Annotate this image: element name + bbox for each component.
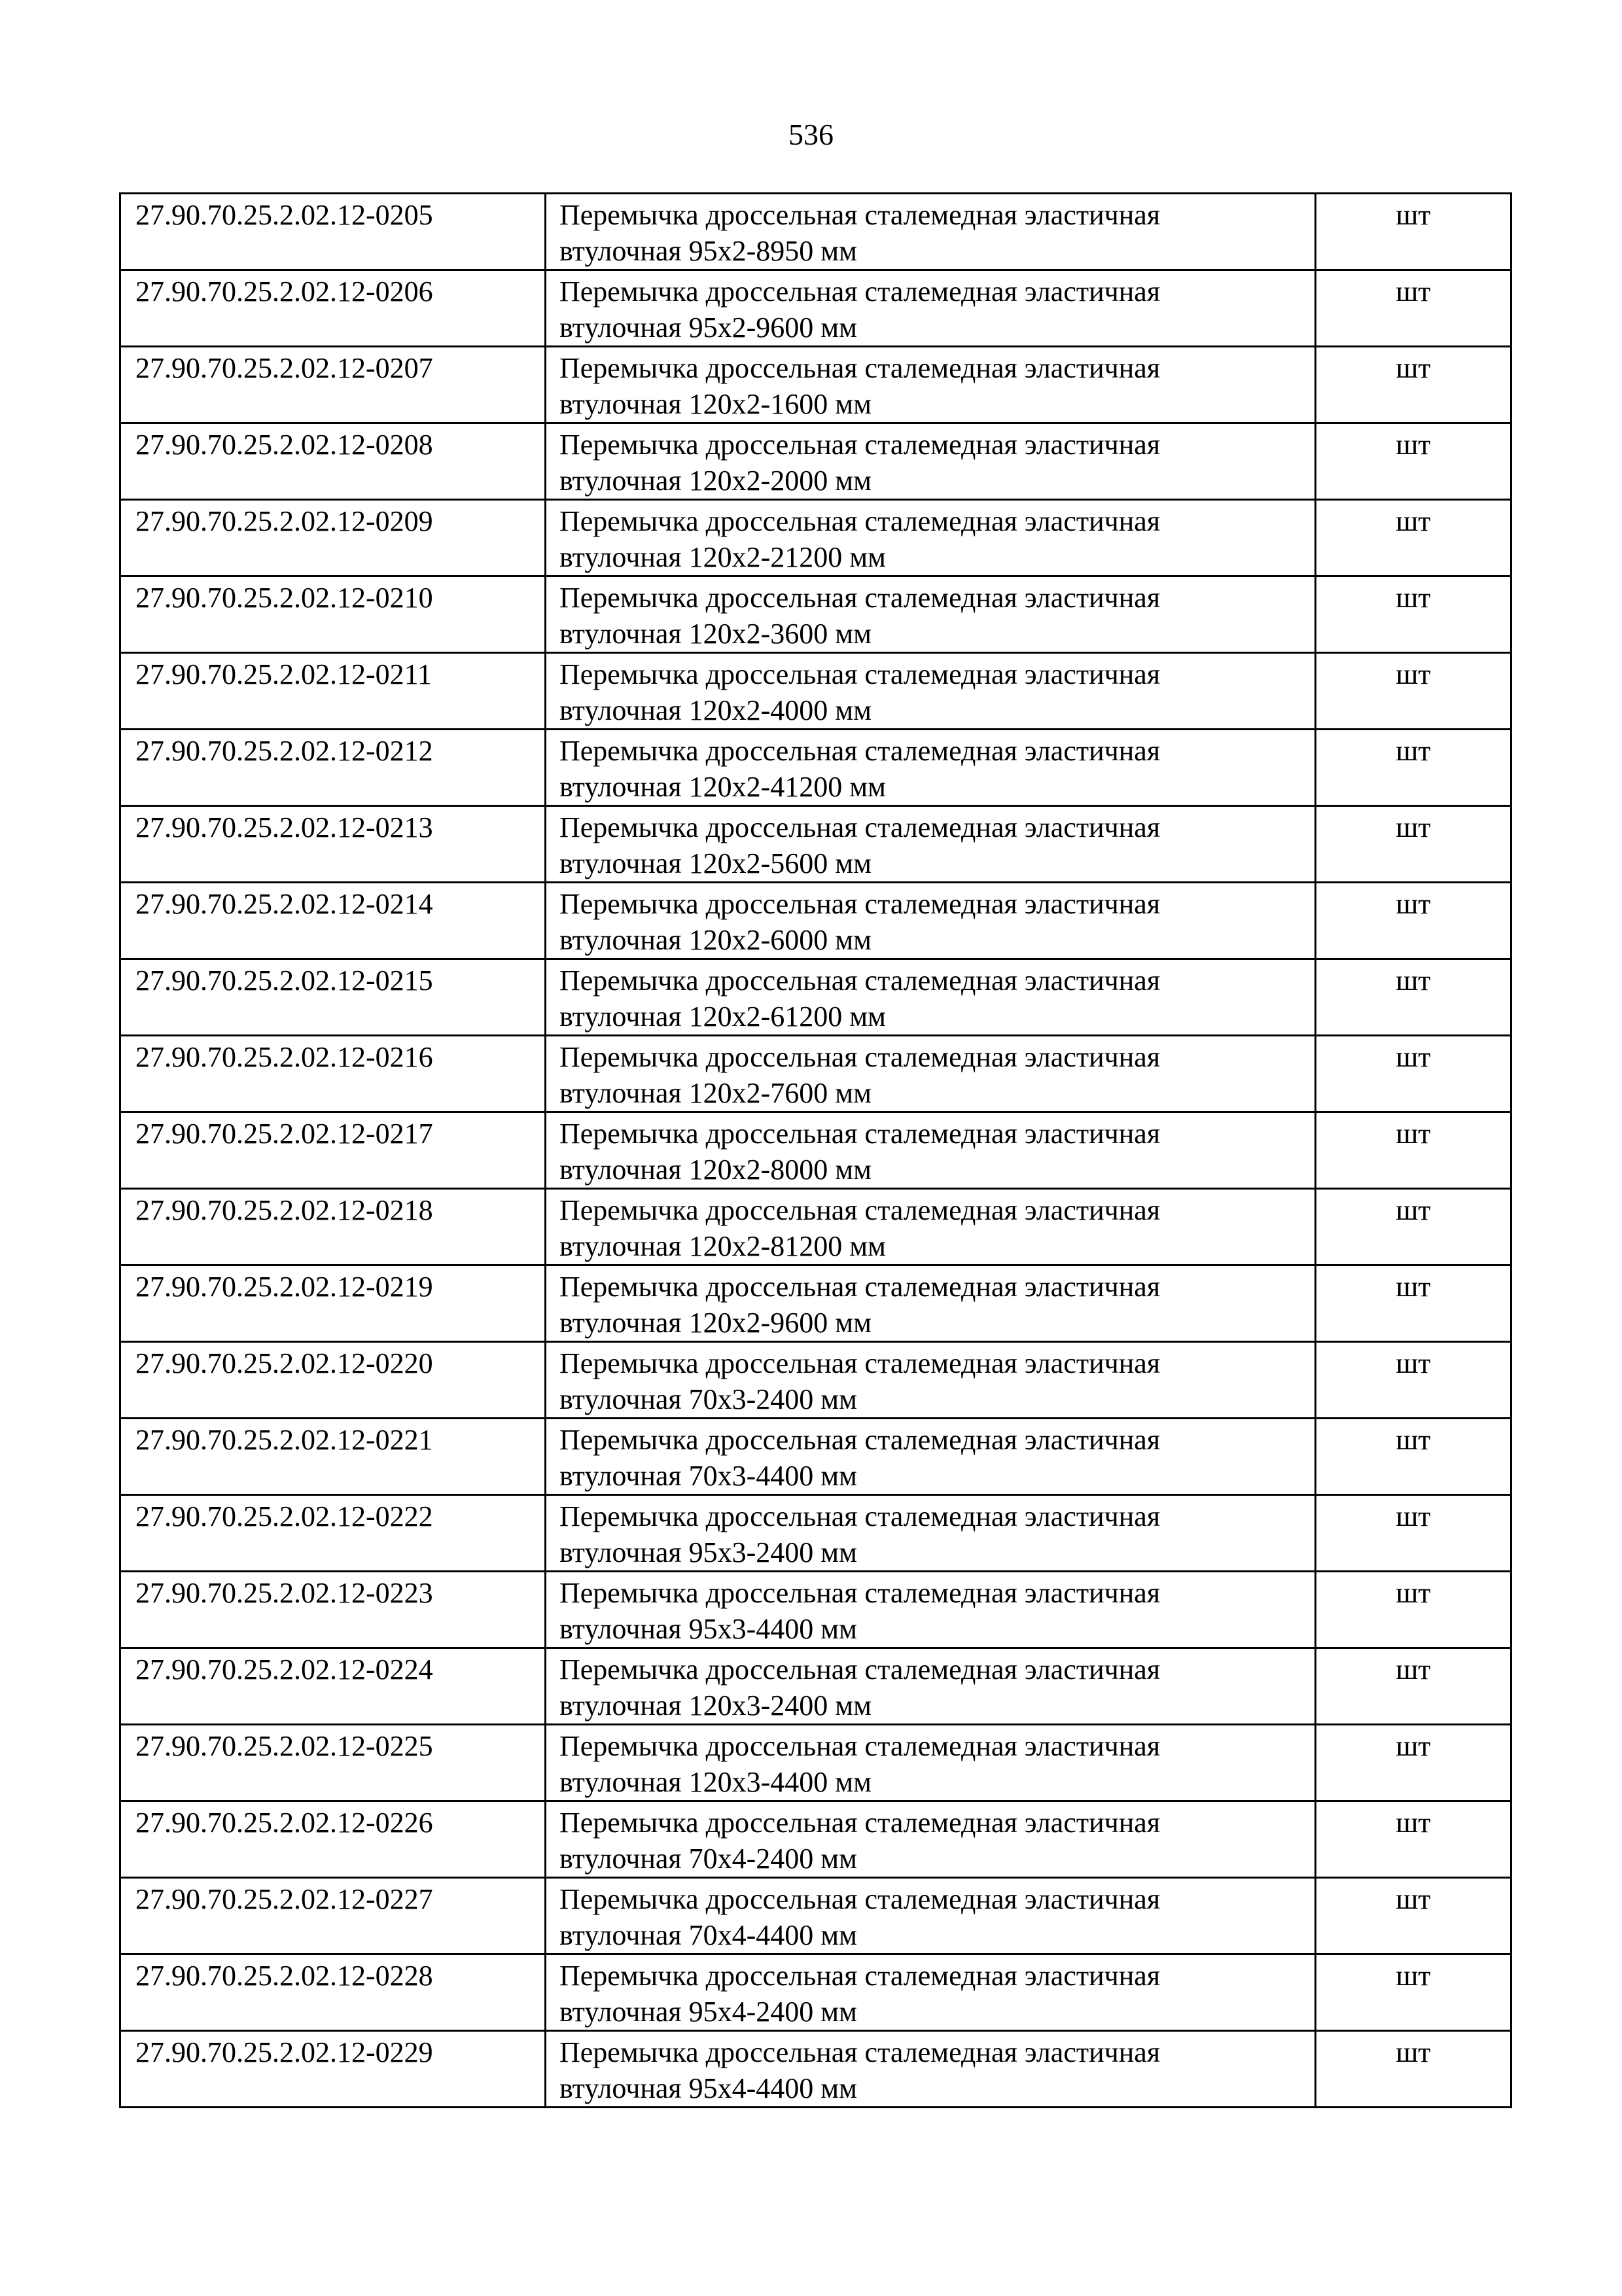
item-name-cell: [546, 653, 1316, 730]
item-name-line: Перемычка дроссельная сталемедная эластичная: [559, 429, 1161, 461]
item-code-cell: 27.90.70.25.2.02.12-0224: [120, 1648, 546, 1725]
item-name-line: Перемычка дроссельная сталемедная эластичная: [559, 505, 1161, 537]
table-row: [120, 1725, 1511, 1801]
item-unit-cell: шт: [1316, 1495, 1511, 1572]
item-unit-cell: шт: [1316, 1419, 1511, 1495]
table-row: [120, 653, 1511, 730]
table-row: [120, 1801, 1511, 1878]
item-name-cell: [546, 1189, 1316, 1265]
item-name-line: втулочная 120х2-8000 мм: [559, 1154, 872, 1186]
item-name-line: Перемычка дроссельная сталемедная эластичная: [559, 658, 1161, 690]
table-row: [120, 1036, 1511, 1112]
item-name-line: втулочная 95х2-9600 мм: [559, 311, 857, 344]
table-row: [120, 576, 1511, 653]
item-name-line: Перемычка дроссельная сталемедная эластичная: [559, 2036, 1161, 2068]
item-code-cell: 27.90.70.25.2.02.12-0226: [120, 1801, 546, 1878]
item-name-line: втулочная 95х4-2400 мм: [559, 1996, 857, 2028]
item-name-line: втулочная 120х2-61200 мм: [559, 1000, 886, 1033]
item-unit-cell: шт: [1316, 270, 1511, 347]
table-row: [120, 1419, 1511, 1495]
item-name-line: Перемычка дроссельная сталемедная эластичная: [559, 888, 1161, 920]
item-name-line: втулочная 120х2-1600 мм: [559, 388, 872, 420]
item-unit-cell: шт: [1316, 1648, 1511, 1725]
item-name-line: Перемычка дроссельная сталемедная эластичная: [559, 275, 1161, 308]
table-row: [120, 1572, 1511, 1648]
item-code-cell: 27.90.70.25.2.02.12-0210: [120, 576, 546, 653]
item-name-line: Перемычка дроссельная сталемедная эластичная: [559, 964, 1161, 997]
item-code-cell: 27.90.70.25.2.02.12-0211: [120, 653, 546, 730]
item-code-cell: 27.90.70.25.2.02.12-0214: [120, 883, 546, 959]
item-name-cell: [546, 1112, 1316, 1189]
item-unit-cell: шт: [1316, 1801, 1511, 1878]
catalog-table: [119, 192, 1512, 2108]
item-name-cell: [546, 730, 1316, 806]
item-name-line: втулочная 120х3-4400 мм: [559, 1766, 872, 1798]
item-name-line: втулочная 120х2-81200 мм: [559, 1230, 886, 1262]
item-unit-cell: шт: [1316, 2031, 1511, 2108]
item-name-cell: [546, 576, 1316, 653]
table-row: [120, 1265, 1511, 1342]
item-code-cell: 27.90.70.25.2.02.12-0220: [120, 1342, 546, 1419]
item-name-cell: [546, 423, 1316, 500]
item-name-cell: [546, 1419, 1316, 1495]
table-row: [120, 194, 1511, 270]
table-row: [120, 423, 1511, 500]
table-row: [120, 1878, 1511, 1954]
item-code-cell: 27.90.70.25.2.02.12-0229: [120, 2031, 546, 2108]
item-name-line: втулочная 120х2-21200 мм: [559, 541, 886, 573]
item-unit-cell: шт: [1316, 883, 1511, 959]
item-name-cell: [546, 1648, 1316, 1725]
item-name-line: Перемычка дроссельная сталемедная эластичная: [559, 1271, 1161, 1303]
table-row: [120, 1342, 1511, 1419]
table-row: [120, 806, 1511, 883]
item-code-cell: 27.90.70.25.2.02.12-0225: [120, 1725, 546, 1801]
item-unit-cell: шт: [1316, 423, 1511, 500]
item-name-line: втулочная 70х4-2400 мм: [559, 1843, 857, 1875]
item-name-line: Перемычка дроссельная сталемедная эластичная: [559, 1424, 1161, 1456]
item-unit-cell: шт: [1316, 1725, 1511, 1801]
item-name-line: Перемычка дроссельная сталемедная эластичная: [559, 352, 1161, 384]
item-code-cell: 27.90.70.25.2.02.12-0216: [120, 1036, 546, 1112]
item-code-cell: 27.90.70.25.2.02.12-0215: [120, 959, 546, 1036]
item-name-line: Перемычка дроссельная сталемедная эластичная: [559, 1194, 1161, 1226]
item-name-line: втулочная 120х2-9600 мм: [559, 1307, 872, 1339]
item-name-cell: [546, 194, 1316, 270]
item-name-cell: [546, 883, 1316, 959]
table-row: [120, 500, 1511, 576]
item-name-line: втулочная 120х2-6000 мм: [559, 924, 872, 956]
item-unit-cell: шт: [1316, 1572, 1511, 1648]
item-name-line: Перемычка дроссельная сталемедная эластичная: [559, 1960, 1161, 1992]
item-name-line: втулочная 95х3-2400 мм: [559, 1536, 857, 1568]
item-name-line: втулочная 95х4-4400 мм: [559, 2072, 857, 2104]
table-row: [120, 1954, 1511, 2031]
item-code-cell: 27.90.70.25.2.02.12-0217: [120, 1112, 546, 1189]
table-row: [120, 347, 1511, 423]
item-unit-cell: шт: [1316, 653, 1511, 730]
item-name-line: Перемычка дроссельная сталемедная эластичная: [559, 1041, 1161, 1073]
page-number: 536: [788, 118, 834, 151]
item-name-line: Перемычка дроссельная сталемедная эластичная: [559, 199, 1161, 231]
item-name-line: втулочная 120х2-4000 мм: [559, 694, 872, 726]
item-code-cell: 27.90.70.25.2.02.12-0207: [120, 347, 546, 423]
table-row: [120, 959, 1511, 1036]
item-name-cell: [546, 959, 1316, 1036]
item-name-cell: [546, 1801, 1316, 1878]
item-code-cell: 27.90.70.25.2.02.12-0205: [120, 194, 546, 270]
item-name-line: Перемычка дроссельная сталемедная эластичная: [559, 1883, 1161, 1915]
item-name-cell: [546, 1265, 1316, 1342]
catalog-table-body: [120, 194, 1511, 2108]
item-unit-cell: шт: [1316, 1878, 1511, 1954]
item-code-cell: 27.90.70.25.2.02.12-0212: [120, 730, 546, 806]
item-name-line: Перемычка дроссельная сталемедная эластичная: [559, 1347, 1161, 1379]
item-name-line: Перемычка дроссельная сталемедная эластичная: [559, 811, 1161, 843]
item-unit-cell: шт: [1316, 959, 1511, 1036]
item-name-cell: [546, 270, 1316, 347]
item-unit-cell: шт: [1316, 1036, 1511, 1112]
item-name-line: втулочная 120х2-41200 мм: [559, 771, 886, 803]
item-name-line: втулочная 70х4-4400 мм: [559, 1919, 857, 1951]
item-name-line: Перемычка дроссельная сталемедная эластичная: [559, 1807, 1161, 1839]
item-name-cell: [546, 1725, 1316, 1801]
item-unit-cell: шт: [1316, 1265, 1511, 1342]
item-name-line: втулочная 120х2-2000 мм: [559, 465, 872, 497]
item-code-cell: 27.90.70.25.2.02.12-0213: [120, 806, 546, 883]
item-name-line: Перемычка дроссельная сталемедная эластичная: [559, 1118, 1161, 1150]
item-name-cell: [546, 1495, 1316, 1572]
item-name-cell: [546, 1954, 1316, 2031]
item-name-line: Перемычка дроссельная сталемедная эластичная: [559, 1500, 1161, 1532]
item-unit-cell: шт: [1316, 1342, 1511, 1419]
item-name-line: Перемычка дроссельная сталемедная эластичная: [559, 1577, 1161, 1609]
item-unit-cell: шт: [1316, 576, 1511, 653]
item-code-cell: 27.90.70.25.2.02.12-0209: [120, 500, 546, 576]
item-unit-cell: шт: [1316, 1954, 1511, 2031]
table-row: [120, 883, 1511, 959]
table-row: [120, 1648, 1511, 1725]
table-row: [120, 1495, 1511, 1572]
item-name-cell: [546, 1342, 1316, 1419]
item-code-cell: 27.90.70.25.2.02.12-0208: [120, 423, 546, 500]
item-unit-cell: шт: [1316, 500, 1511, 576]
item-name-line: Перемычка дроссельная сталемедная эластичная: [559, 1653, 1161, 1686]
item-code-cell: 27.90.70.25.2.02.12-0223: [120, 1572, 546, 1648]
item-name-cell: [546, 806, 1316, 883]
item-name-line: Перемычка дроссельная сталемедная эластичная: [559, 582, 1161, 614]
item-name-cell: [546, 1036, 1316, 1112]
item-code-cell: 27.90.70.25.2.02.12-0219: [120, 1265, 546, 1342]
item-name-line: втулочная 95х3-4400 мм: [559, 1613, 857, 1645]
item-name-cell: [546, 347, 1316, 423]
item-name-line: Перемычка дроссельная сталемедная эластичная: [559, 1730, 1161, 1762]
table-row: [120, 270, 1511, 347]
item-unit-cell: шт: [1316, 194, 1511, 270]
item-name-line: втулочная 70х3-2400 мм: [559, 1383, 857, 1415]
table-row: [120, 2031, 1511, 2108]
item-name-cell: [546, 1572, 1316, 1648]
table-row: [120, 730, 1511, 806]
item-name-line: втулочная 70х3-4400 мм: [559, 1460, 857, 1492]
table-row: [120, 1112, 1511, 1189]
item-name-line: втулочная 120х3-2400 мм: [559, 1689, 872, 1722]
item-unit-cell: шт: [1316, 1112, 1511, 1189]
item-name-cell: [546, 1878, 1316, 1954]
item-code-cell: 27.90.70.25.2.02.12-0228: [120, 1954, 546, 2031]
item-code-cell: 27.90.70.25.2.02.12-0221: [120, 1419, 546, 1495]
item-name-line: Перемычка дроссельная сталемедная эластичная: [559, 735, 1161, 767]
item-name-line: втулочная 120х2-7600 мм: [559, 1077, 872, 1109]
item-unit-cell: шт: [1316, 730, 1511, 806]
item-unit-cell: шт: [1316, 347, 1511, 423]
item-name-cell: [546, 2031, 1316, 2108]
item-name-line: втулочная 95х2-8950 мм: [559, 235, 857, 267]
item-name-cell: [546, 500, 1316, 576]
item-code-cell: 27.90.70.25.2.02.12-0218: [120, 1189, 546, 1265]
item-name-line: втулочная 120х2-5600 мм: [559, 847, 872, 879]
item-code-cell: 27.90.70.25.2.02.12-0222: [120, 1495, 546, 1572]
item-code-cell: 27.90.70.25.2.02.12-0206: [120, 270, 546, 347]
item-unit-cell: шт: [1316, 806, 1511, 883]
item-name-line: втулочная 120х2-3600 мм: [559, 618, 872, 650]
item-code-cell: 27.90.70.25.2.02.12-0227: [120, 1878, 546, 1954]
item-unit-cell: шт: [1316, 1189, 1511, 1265]
table-row: [120, 1189, 1511, 1265]
